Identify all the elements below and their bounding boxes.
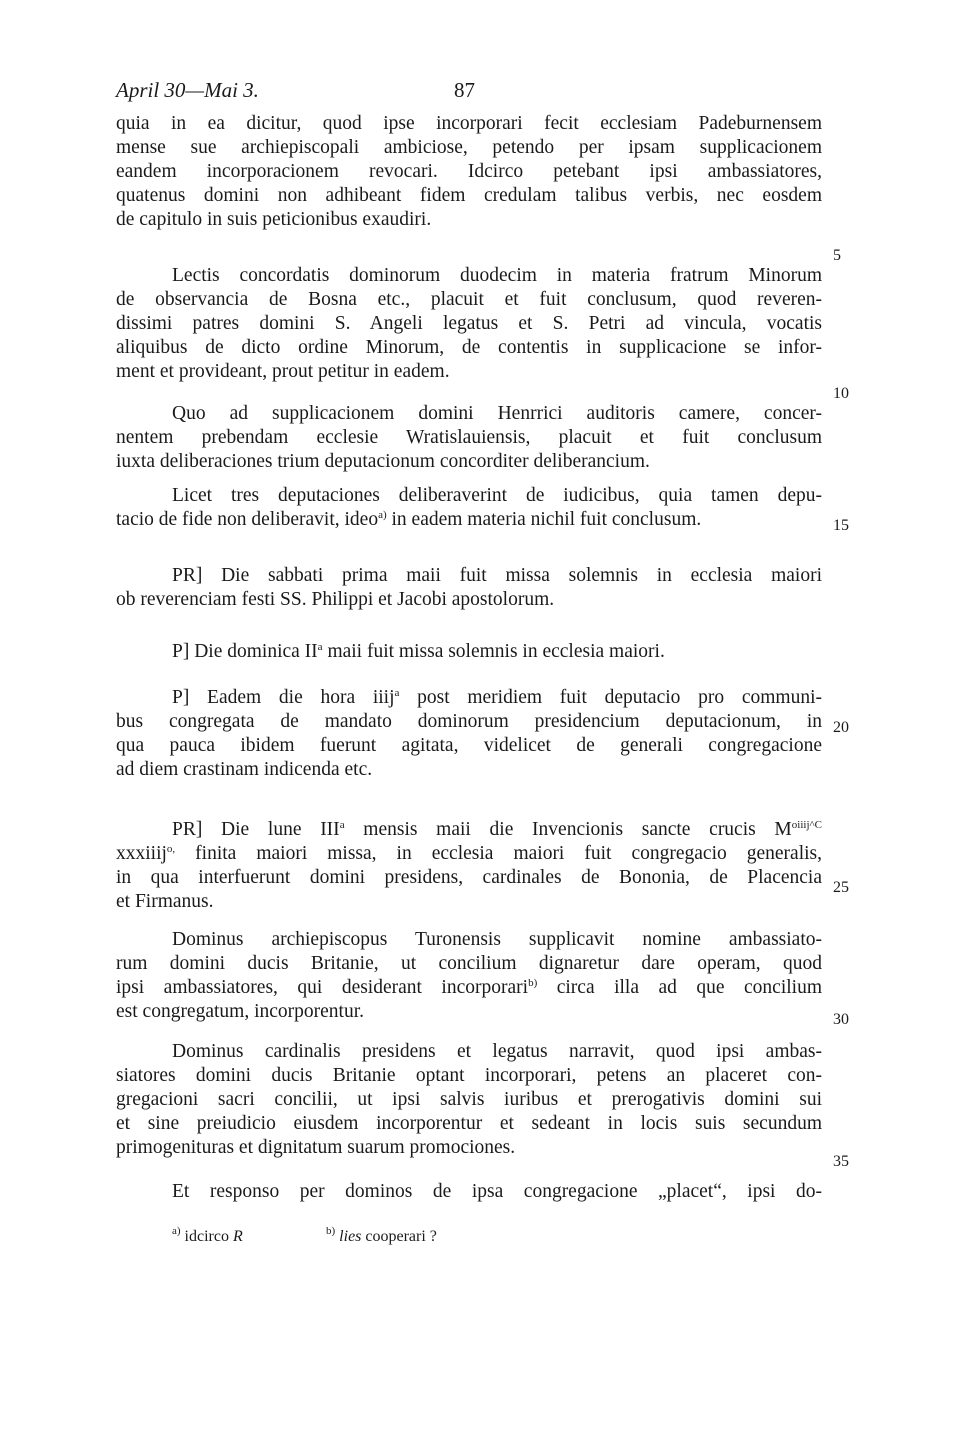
text-line: P] Die dominica $II^a$ maii fuit missa solemnis in ecclesia maiori. — [172, 641, 665, 662]
footnote-a-text: idcirco — [184, 1228, 229, 1245]
line-number: 25 — [833, 879, 849, 896]
running-head-left: April 30—Mai 3. — [116, 78, 259, 102]
text-line: mense sue archiepiscopali ambiciose, petendo per ipsam supplicacionem — [116, 137, 822, 158]
footnote-b-rest: cooperari ? — [365, 1228, 437, 1245]
text-line: est congregatum, incorporentur. — [116, 1001, 365, 1022]
text-line: Dominus archiepiscopus Turonensis supplicavit nomine ambassiato- — [172, 929, 822, 950]
text-line: tacio de fide non deliberavit, ideo$^{a)}$ in eadem materia nichil fuit conclusum. — [116, 509, 702, 530]
text-line: Lectis concordatis dominorum duodecim in materia fratrum Minorum — [172, 265, 822, 286]
text-line: primogenituras et dignitatum suarum promociones. — [116, 1137, 516, 1158]
footnote-a — [172, 1226, 243, 1248]
text-line: siatores domini ducis Britanie optant incorporari, petens an placeret con- — [116, 1065, 822, 1086]
text-line: et Firmanus. — [116, 891, 214, 912]
text-line: nentem prebendam ecclesie Wratislauiensis, placuit et fuit conclusum — [116, 427, 822, 448]
text-line: xxxiiij$^{o,}$ finita maiori missa, in ecclesia maiori fuit congregacio generalis, — [116, 843, 822, 864]
text-line: Licet tres deputaciones deliberaverint de iudicibus, quia tamen depu- — [172, 485, 822, 506]
footnote-b-text: lies — [339, 1228, 362, 1245]
text-line: PR] Die lune III$^a$ mensis maii die Invencionis sancte crucis $M^{oiiij\^{}C}$ — [172, 819, 823, 840]
line-number: 5 — [833, 247, 841, 264]
page-number: 87 — [454, 78, 475, 102]
footnote-a-marker: a) — [172, 1225, 181, 1237]
text-line: quia in ea dicitur, quod ipse incorporari fecit ecclesiam Padeburnensem — [116, 113, 822, 134]
line-number: 10 — [833, 385, 849, 402]
footnote-a-source: R — [232, 1228, 243, 1245]
text-line: quatenus domini non adhibeant fidem credulam talibus verbis, nec eosdem — [116, 185, 822, 206]
footnote-b — [326, 1226, 437, 1248]
line-number: 15 — [833, 517, 849, 534]
text-line: ipsi ambassiatores, qui desiderant incorporari$^{b)}$ circa illa ad que concilium — [116, 977, 822, 998]
text-line: aliquibus de dicto ordine Minorum, de contentis in supplicacione se infor- — [116, 337, 822, 358]
text-line: de observancia de Bosna etc., placuit et fuit conclusum, quod reveren- — [116, 289, 822, 310]
line-number: 20 — [833, 719, 849, 736]
text-line: ment et provideant, prout petitur in eadem. — [116, 361, 450, 382]
line-number: 35 — [833, 1153, 849, 1170]
text-line: Et responso per dominos de ipsa congregacione „placet“, ipsi do- — [172, 1181, 822, 1202]
text-line: rum domini ducis Britanie, ut concilium dignaretur dare operam, quod — [116, 953, 822, 974]
text-line: PR] Die sabbati prima maii fuit missa solemnis in ecclesia maiori — [172, 565, 822, 586]
text-line: de capitulo in suis peticionibus exaudiri. — [116, 209, 432, 230]
line-number: 30 — [833, 1011, 849, 1028]
text-line: qua pauca ibidem fuerunt agitata, videlicet de generali congregacione — [116, 735, 822, 756]
footnote-b-marker: b) — [326, 1225, 336, 1237]
text-line: bus congregata de mandato dominorum presidencium deputacionum, in — [116, 711, 822, 732]
text-line: Dominus cardinalis presidens et legatus narravit, quod ipsi ambas- — [172, 1041, 822, 1062]
text-line: et sine preiudicio eiusdem incorporentur et sedeant in locis suis secundum — [116, 1113, 822, 1134]
text-line: ob reverenciam festi SS. Philippi et Jacobi apostolorum. — [116, 589, 555, 610]
text-line: P] Eadem die hora iiij$^a$ post meridiem fuit deputacio pro communi- — [172, 687, 822, 708]
text-line: dissimi patres domini S. Angeli legatus et S. Petri ad vincula, vocatis — [116, 313, 822, 334]
text-line: in qua interfuerunt domini presidens, cardinales de Bononia, de Placencia — [116, 867, 822, 888]
text-line: ad diem crastinam indicenda etc. — [116, 759, 373, 780]
text-line: iuxta deliberaciones trium deputacionum concorditer deliberancium. — [116, 451, 650, 472]
text-line: Quo ad supplicacionem domini Henrrici auditoris camere, concer- — [172, 403, 822, 424]
text-line: eandem incorporacionem revocari. Idcirco petebant ipsi ambassiatores, — [116, 161, 822, 182]
text-line: gregacioni sacri concilii, ut ipsi salvis iuribus et prerogativis domini sui — [116, 1089, 822, 1110]
